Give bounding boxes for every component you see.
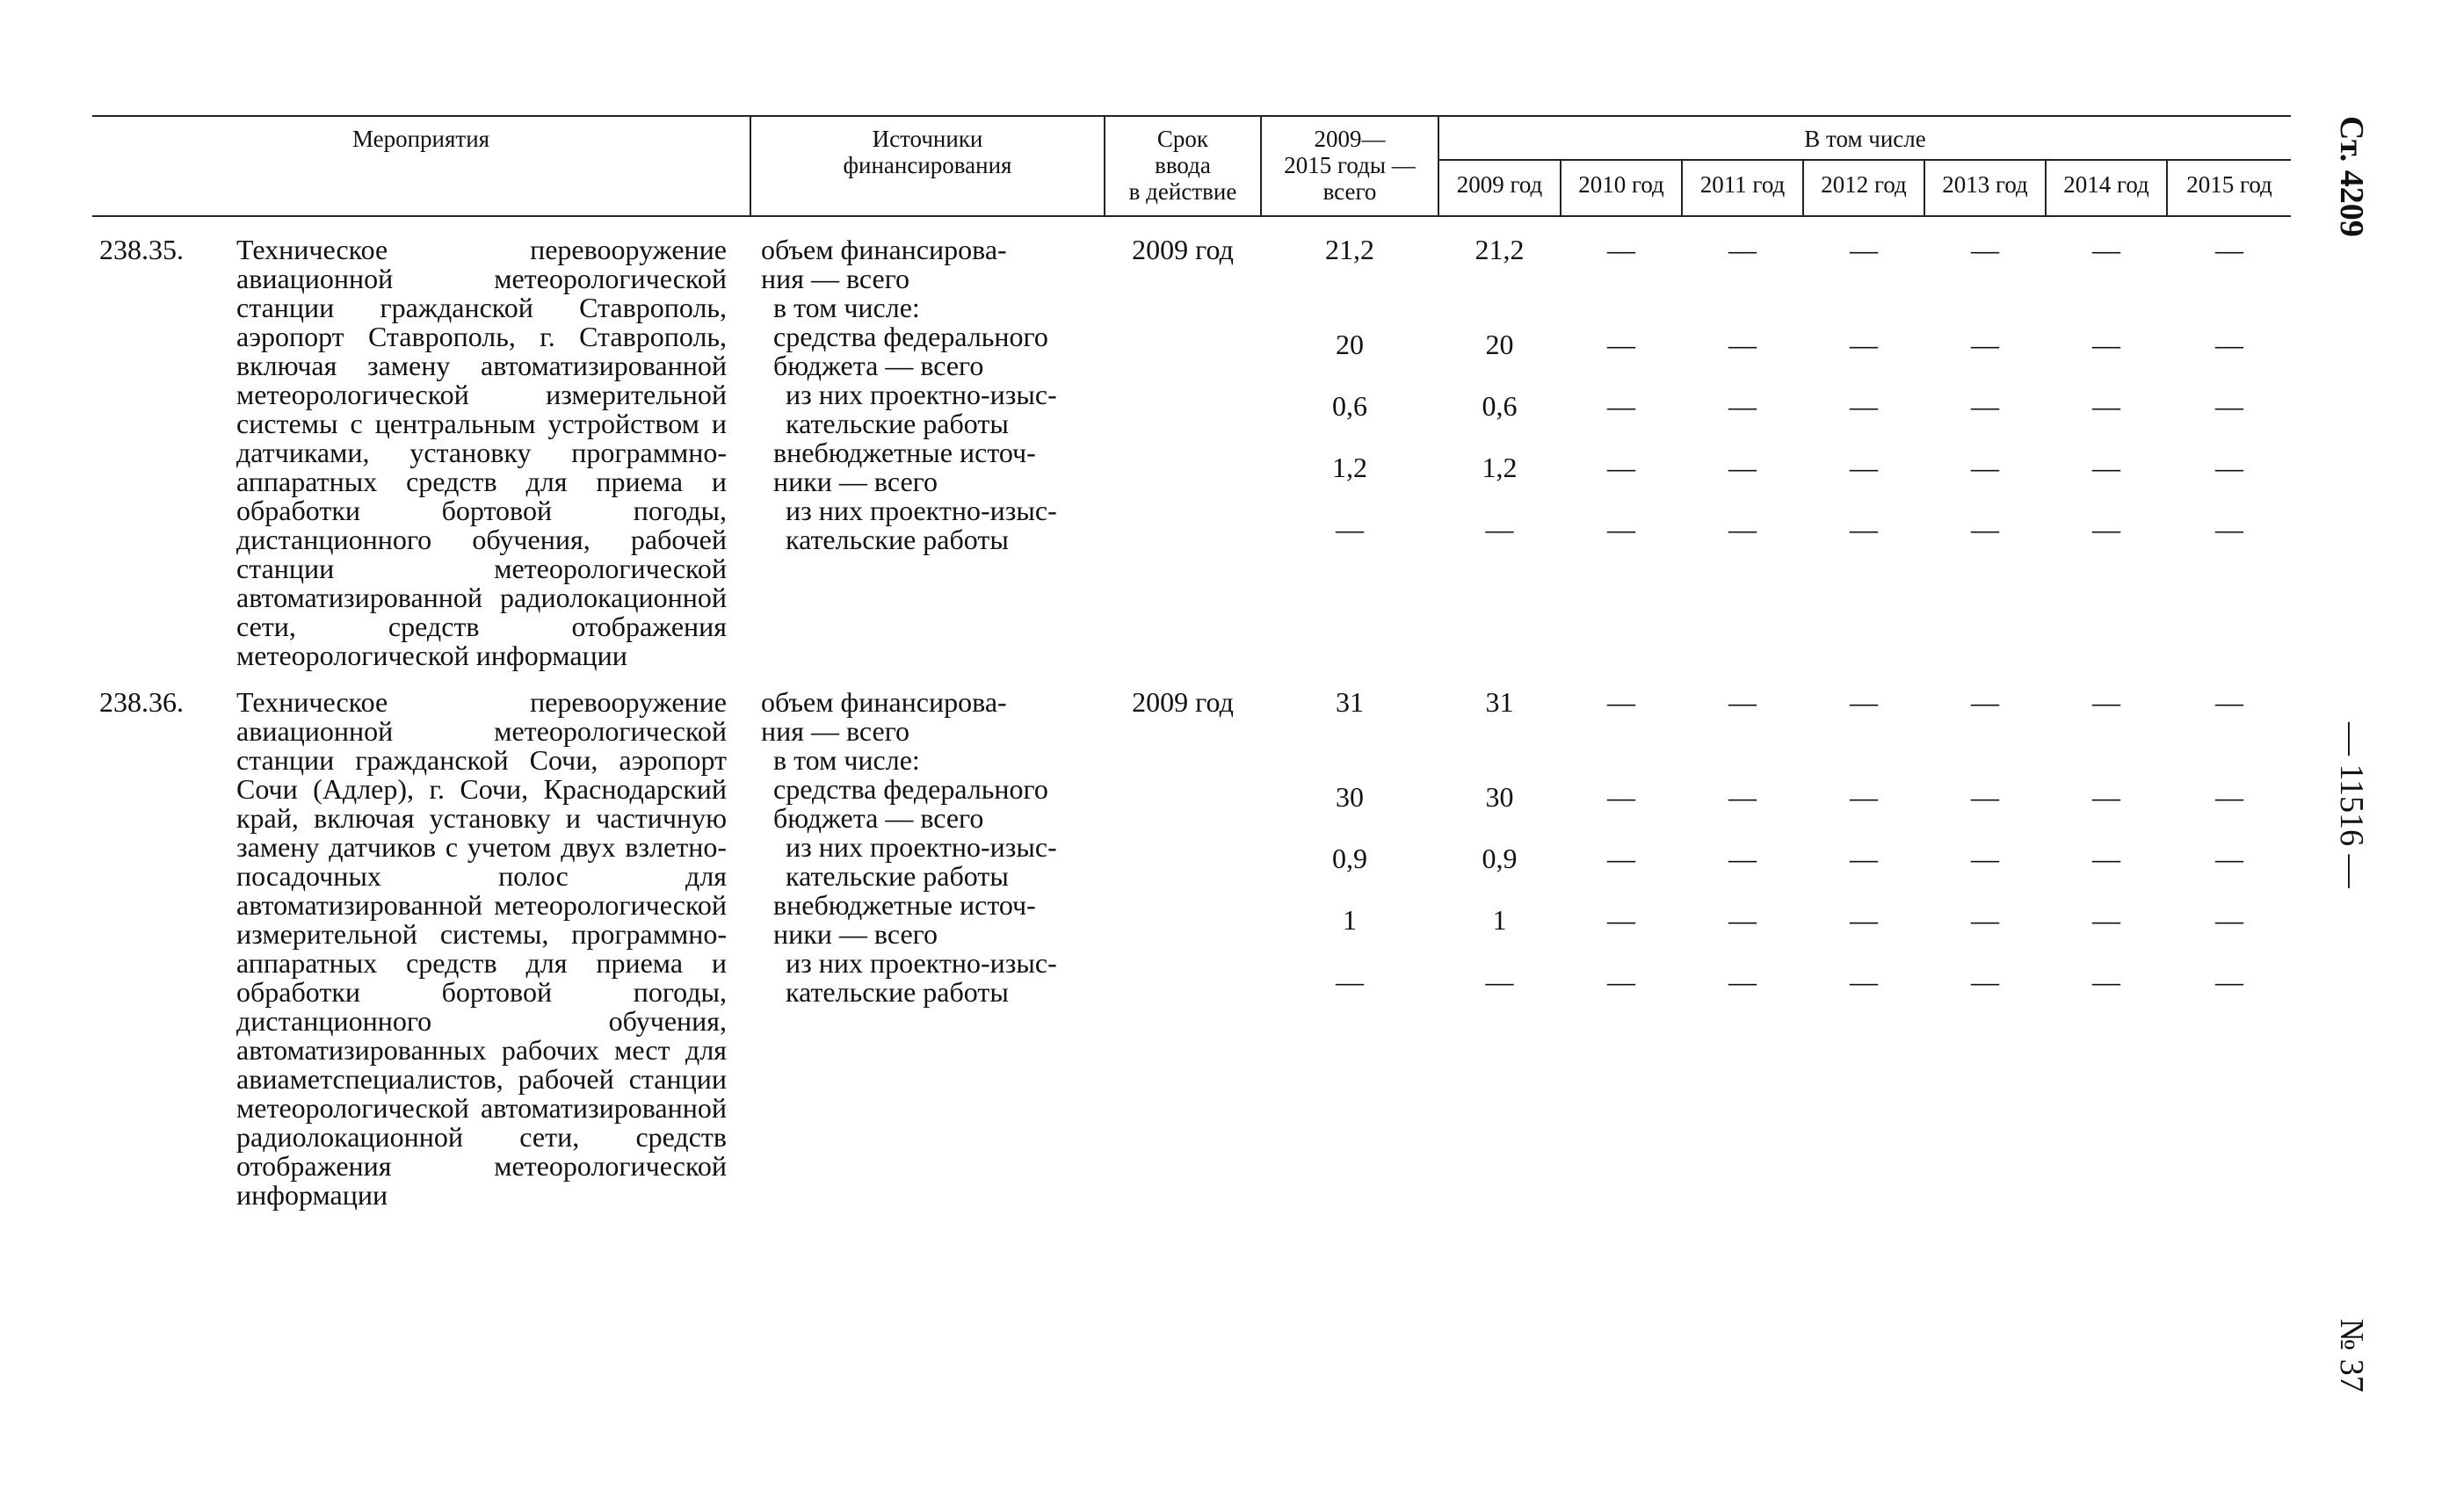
cell-year-2015: — [2215,904,2243,936]
cell-year-2010: — [1607,843,1635,874]
cell-2009: 0,6 [1482,390,1518,422]
cell-2009: 20 [1485,329,1514,360]
cell-year-2012: — [1850,513,1878,545]
cell-year-2013: — [1971,904,1999,936]
cell-year-2015: — [2215,966,2243,997]
cell-year-2010: — [1607,904,1635,936]
cell-year-2010: — [1607,513,1635,545]
cell-year-2014: — [2092,843,2120,874]
cell-2009: 31 [1485,686,1514,718]
cell-year-2015: — [2215,686,2243,718]
cell-year-2014: — [2092,329,2120,360]
header-sub-rule [1438,159,2291,161]
cell-2009: 30 [1485,781,1514,813]
cell-total: 30 [1336,781,1364,813]
header-year: 2014 год [2063,171,2149,198]
cell-year-2015: — [2215,452,2243,483]
cell-year-2013: — [1971,966,1999,997]
cell-total: 0,6 [1332,390,1367,422]
cell-year-2010: — [1607,234,1635,265]
cell-year-2010: — [1607,966,1635,997]
cell-year-2010: — [1607,390,1635,422]
cell-year-2012: — [1850,843,1878,874]
cell-year-2012: — [1850,329,1878,360]
header-top-rule [92,115,2291,117]
row-term: 2009 год [1132,686,1234,718]
header-including: В том числе [1804,126,1926,152]
cell-year-2011: — [1728,329,1757,360]
cell-year-2013: — [1971,686,1999,718]
cell-year-2010: — [1607,452,1635,483]
cell-year-2011: — [1728,390,1757,422]
cell-total: — [1336,966,1364,997]
header-year: 2009 год [1456,171,1543,198]
cell-year-2015: — [2215,390,2243,422]
header-year: 2012 год [1821,171,1907,198]
header-bottom-rule [92,215,2291,217]
cell-year-2015: — [2215,329,2243,360]
cell-year-2012: — [1850,390,1878,422]
cell-year-2012: — [1850,234,1878,265]
issue-number: № 37 [2333,1319,2370,1393]
header-year: 2013 год [1942,171,2028,198]
cell-year-2014: — [2092,452,2120,483]
header-sources: Источники финансирования [843,126,1012,178]
row-description: Техническое перевооружение авиационной метеорологической станции гражданской Ставрополь, аэропорт Ставрополь, г. Ставрополь, включая замену автоматизированной метеорологической измерительной системы с центральным устройством и датчиками, установку программно-аппаратных средств для приема и обработки бортовой погоды, дистанционного обучения, рабочей станции метеорологической автоматизированной радиолокационной сети, средств отображения метеорологической информации [236,234,727,671]
cell-2009: 21,2 [1474,234,1525,265]
cell-total: 0,9 [1332,843,1367,874]
cell-year-2015: — [2215,843,2243,874]
row-description: Техническое перевооружение авиационной метеорологической станции гражданской Сочи, аэропорт Сочи (Адлер), г. Сочи, Краснодарский край, включая установку и частичную замену датчиков с учетом двух взлетно-посадочных полос для автоматизированной метеорологической измерительной системы, программно-аппаратных средств для приема и обработки бортовой погоды, дистанционного обучения, автоматизированных рабочих мест для авиаметспециалистов, рабочей станции метеорологической автоматизированной радиолокационной сети, средств отображения метеорологической информации [236,686,727,1211]
header-year: 2010 год [1578,171,1664,198]
cell-year-2015: — [2215,513,2243,545]
cell-year-2014: — [2092,904,2120,936]
cell-year-2013: — [1971,781,1999,813]
row-number: 238.36. [99,686,184,718]
cell-year-2014: — [2092,390,2120,422]
cell-total: 1,2 [1332,452,1367,483]
cell-year-2012: — [1850,686,1878,718]
article-number: Ст. 4209 [2333,116,2370,237]
cell-year-2013: — [1971,329,1999,360]
cell-year-2012: — [1850,966,1878,997]
cell-year-2011: — [1728,686,1757,718]
header-measures: Мероприятия [351,126,490,152]
row-sources: объем финансирова- ния — всего в том числе: средства федерального бюджета — всего из них проектно-изыс- кательские работы внебюджетные источ- ники — всего из них проектно-изыс- кательские работы [761,234,1057,555]
cell-year-2014: — [2092,966,2120,997]
cell-year-2011: — [1728,904,1757,936]
cell-year-2015: — [2215,781,2243,813]
cell-total: — [1336,513,1364,545]
header-term: Срок ввода в действие [1128,126,1237,205]
row-number: 238.35. [99,234,184,265]
cell-2009: — [1485,966,1514,997]
header-year: 2011 год [1699,171,1786,198]
cell-total: 1 [1343,904,1357,936]
cell-year-2010: — [1607,686,1635,718]
cell-year-2012: — [1850,781,1878,813]
cell-2009: — [1485,513,1514,545]
cell-year-2013: — [1971,234,1999,265]
cell-year-2011: — [1728,843,1757,874]
cell-year-2014: — [2092,686,2120,718]
header-total: 2009— 2015 годы — всего [1284,126,1416,205]
cell-year-2014: — [2092,781,2120,813]
cell-year-2013: — [1971,513,1999,545]
cell-year-2012: — [1850,904,1878,936]
header-year: 2015 год [2186,171,2272,198]
cell-year-2010: — [1607,329,1635,360]
page-number: — 11516 — [2333,722,2370,888]
cell-year-2015: — [2215,234,2243,265]
cell-year-2014: — [2092,234,2120,265]
cell-year-2011: — [1728,452,1757,483]
cell-year-2011: — [1728,781,1757,813]
cell-2009: 1 [1492,904,1507,936]
cell-year-2013: — [1971,843,1999,874]
cell-year-2011: — [1728,513,1757,545]
cell-year-2010: — [1607,781,1635,813]
cell-total: 21,2 [1325,234,1374,265]
cell-total: 20 [1336,329,1364,360]
row-sources: объем финансирова- ния — всего в том числе: средства федерального бюджета — всего из них проектно-изыс- кательские работы внебюджетные источ- ники — всего из них проектно-изыс- кательские работы [761,686,1057,1008]
cell-2009: 0,9 [1482,843,1518,874]
row-term: 2009 год [1132,234,1234,265]
cell-year-2014: — [2092,513,2120,545]
cell-year-2013: — [1971,390,1999,422]
cell-2009: 1,2 [1482,452,1518,483]
cell-year-2013: — [1971,452,1999,483]
cell-year-2011: — [1728,966,1757,997]
cell-total: 31 [1336,686,1364,718]
cell-year-2011: — [1728,234,1757,265]
cell-year-2012: — [1850,452,1878,483]
